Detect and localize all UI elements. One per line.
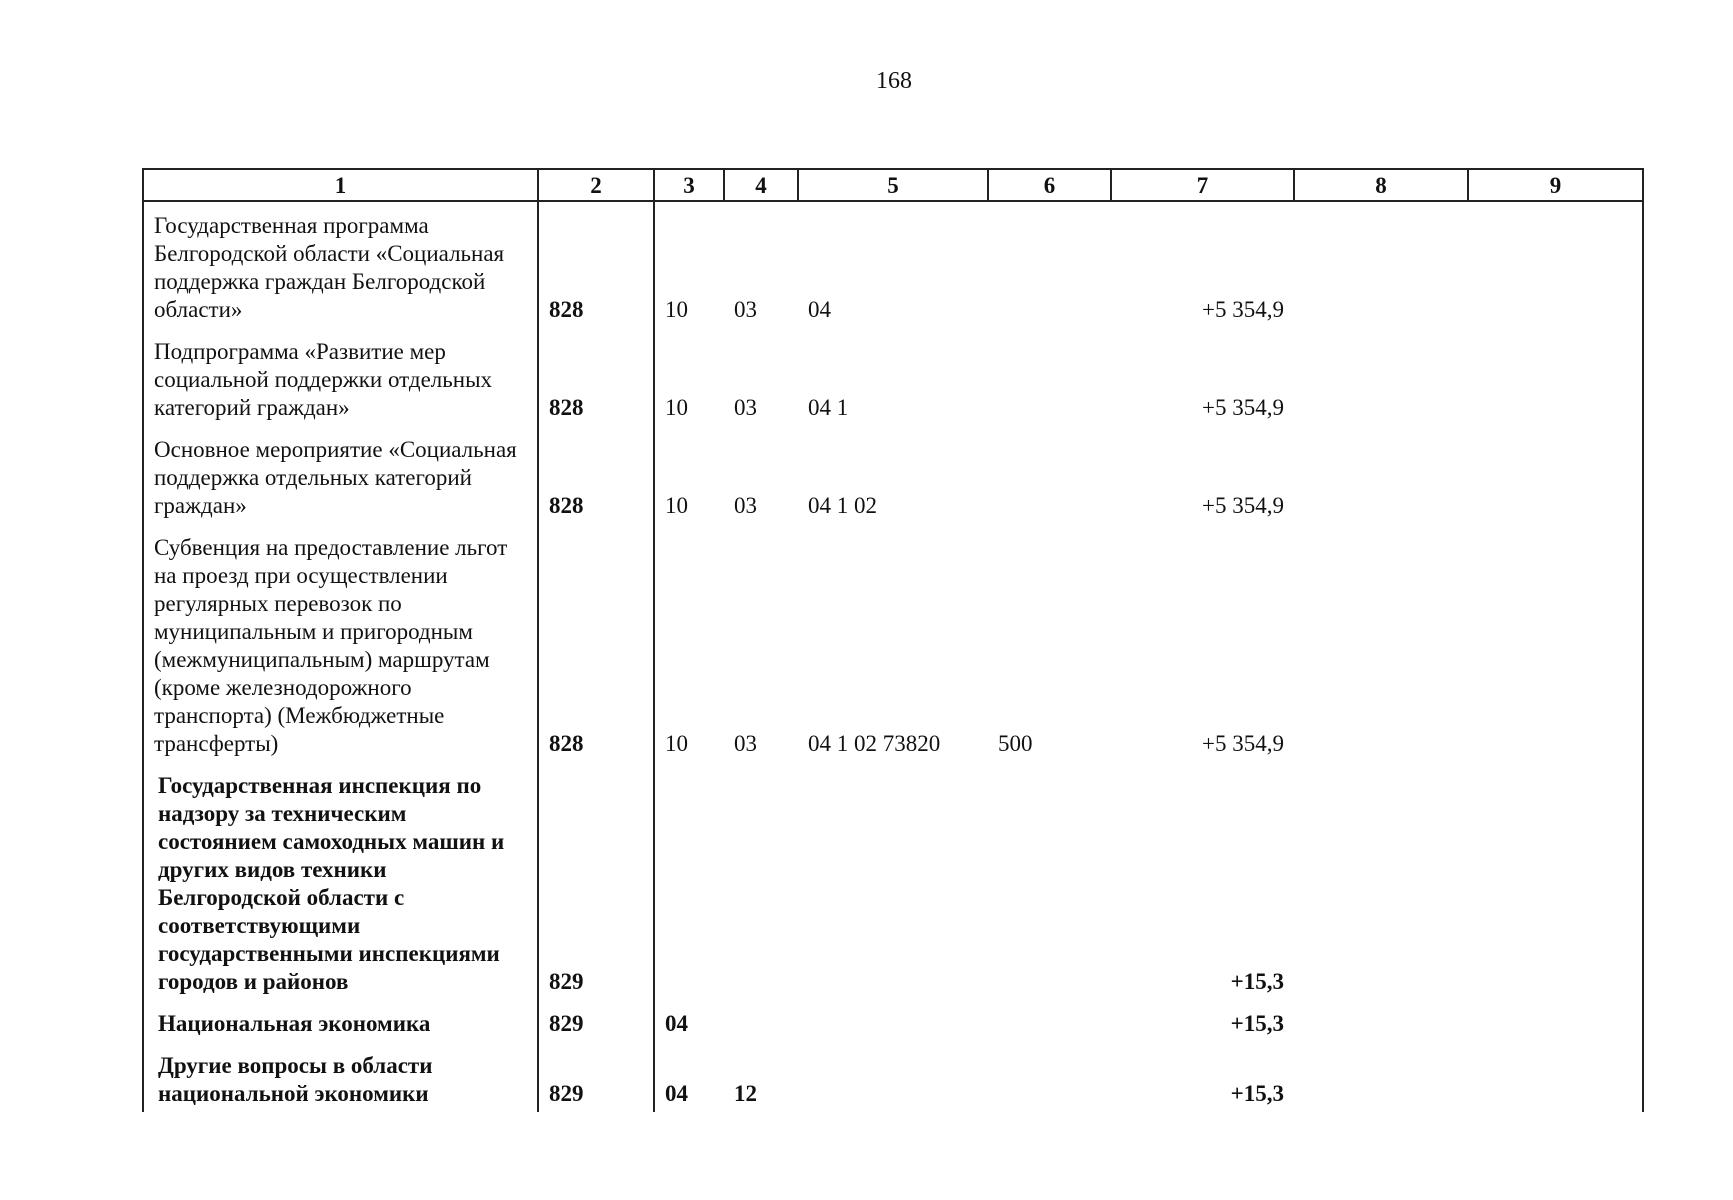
header-cell-7: 7	[1111, 169, 1294, 201]
table-header-row	[143, 169, 1643, 201]
row-col-6	[988, 762, 1111, 1000]
row-col-5	[798, 762, 988, 1000]
header-cell-4: 4	[724, 169, 798, 201]
table-row	[143, 201, 1643, 328]
row-col-9	[1468, 1000, 1643, 1042]
header-cell-2: 2	[538, 169, 654, 201]
row-col-7: +15,3	[1230, 1011, 1284, 1036]
row-col-2: 828	[538, 328, 654, 426]
row-col-2: 828	[538, 201, 654, 328]
row-col-7: +15,3	[1230, 969, 1284, 994]
row-col-5	[798, 1000, 988, 1042]
header-cell-8: 8	[1294, 169, 1468, 201]
row-col-3	[654, 762, 724, 1000]
row-col-2: 829	[538, 1000, 654, 1042]
row-col-3: 10	[654, 426, 724, 524]
row-col-2: 829	[538, 762, 654, 1000]
row-col-2: 828	[538, 524, 654, 762]
table-row	[143, 1000, 1643, 1042]
row-col-5	[798, 1042, 988, 1112]
row-col-9	[1468, 328, 1643, 426]
row-col-2: 829	[538, 1042, 654, 1112]
row-col-4: 03	[734, 731, 757, 756]
table-row	[143, 1042, 1643, 1112]
row-col-7: +5 354,9	[1202, 395, 1284, 420]
table-row	[143, 524, 1643, 762]
table-row	[143, 328, 1643, 426]
row-col-6	[988, 426, 1111, 524]
row-col-6	[988, 1042, 1111, 1112]
budget-table-container	[142, 168, 1642, 1120]
row-col-7: +5 354,9	[1202, 297, 1284, 322]
header-cell-6: 6	[988, 169, 1111, 201]
row-col-3: 10	[654, 328, 724, 426]
row-col-4: 03	[734, 297, 757, 322]
row-col-5: 04 1 02	[808, 493, 877, 518]
row-col-3: 04	[654, 1042, 724, 1112]
budget-table	[142, 168, 1644, 1112]
row-col-6	[988, 201, 1111, 328]
row-col-8	[1294, 328, 1468, 426]
row-col-4	[724, 762, 798, 1000]
row-col-2: 828	[538, 426, 654, 524]
row-col-5: 04	[808, 297, 831, 322]
row-col-8	[1294, 524, 1468, 762]
row-col-8	[1294, 1042, 1468, 1112]
row-col-7: +5 354,9	[1202, 493, 1284, 518]
row-name: Субвенция на предоставление льгот на проезд при осуществлении регулярных перевозок по муниципальным и пригородным (межмуниципальным) маршрутам (кроме железнодорожного транспорта) (Межбюджетные трансферты)	[143, 524, 538, 762]
row-col-8	[1294, 426, 1468, 524]
row-col-5: 04 1	[808, 395, 849, 420]
table-row	[143, 426, 1643, 524]
row-col-4: 03	[734, 493, 757, 518]
row-col-6	[988, 328, 1111, 426]
table-row	[143, 762, 1643, 1000]
header-cell-1: 1	[143, 169, 538, 201]
row-col-8	[1294, 762, 1468, 1000]
row-col-6: 500	[998, 731, 1033, 756]
row-name: Основное мероприятие «Социальная поддержка отдельных категорий граждан»	[143, 426, 538, 524]
row-col-9	[1468, 1042, 1643, 1112]
row-col-9	[1468, 201, 1643, 328]
row-name: Подпрограмма «Развитие мер социальной поддержки отдельных категорий граждан»	[143, 328, 538, 426]
row-col-3: 10	[654, 201, 724, 328]
row-name: Национальная экономика	[143, 1000, 538, 1042]
row-name: Государственная программа Белгородской области «Социальная поддержка граждан Белгородской области»	[143, 201, 538, 328]
row-col-8	[1294, 201, 1468, 328]
row-col-3: 10	[654, 524, 724, 762]
page-number: 168	[876, 68, 912, 94]
row-col-4: 03	[734, 395, 757, 420]
header-cell-3: 3	[654, 169, 724, 201]
header-cell-9: 9	[1468, 169, 1643, 201]
row-col-6	[988, 1000, 1111, 1042]
header-cell-5: 5	[798, 169, 988, 201]
row-col-3: 04	[654, 1000, 724, 1042]
row-col-9	[1468, 762, 1643, 1000]
row-col-7: +5 354,9	[1202, 731, 1284, 756]
row-col-9	[1468, 524, 1643, 762]
row-col-4: 12	[734, 1081, 757, 1106]
row-col-5: 04 1 02 73820	[808, 731, 941, 756]
row-col-4	[724, 1000, 798, 1042]
row-col-8	[1294, 1000, 1468, 1042]
row-name: Другие вопросы в области национальной экономики	[143, 1042, 538, 1112]
row-col-9	[1468, 426, 1643, 524]
row-col-7: +15,3	[1230, 1081, 1284, 1106]
row-name: Государственная инспекция по надзору за техническим состоянием самоходных машин и других видов техники Белгородской области с соответствующими государственными инспекциями городов и районов	[143, 762, 538, 1000]
